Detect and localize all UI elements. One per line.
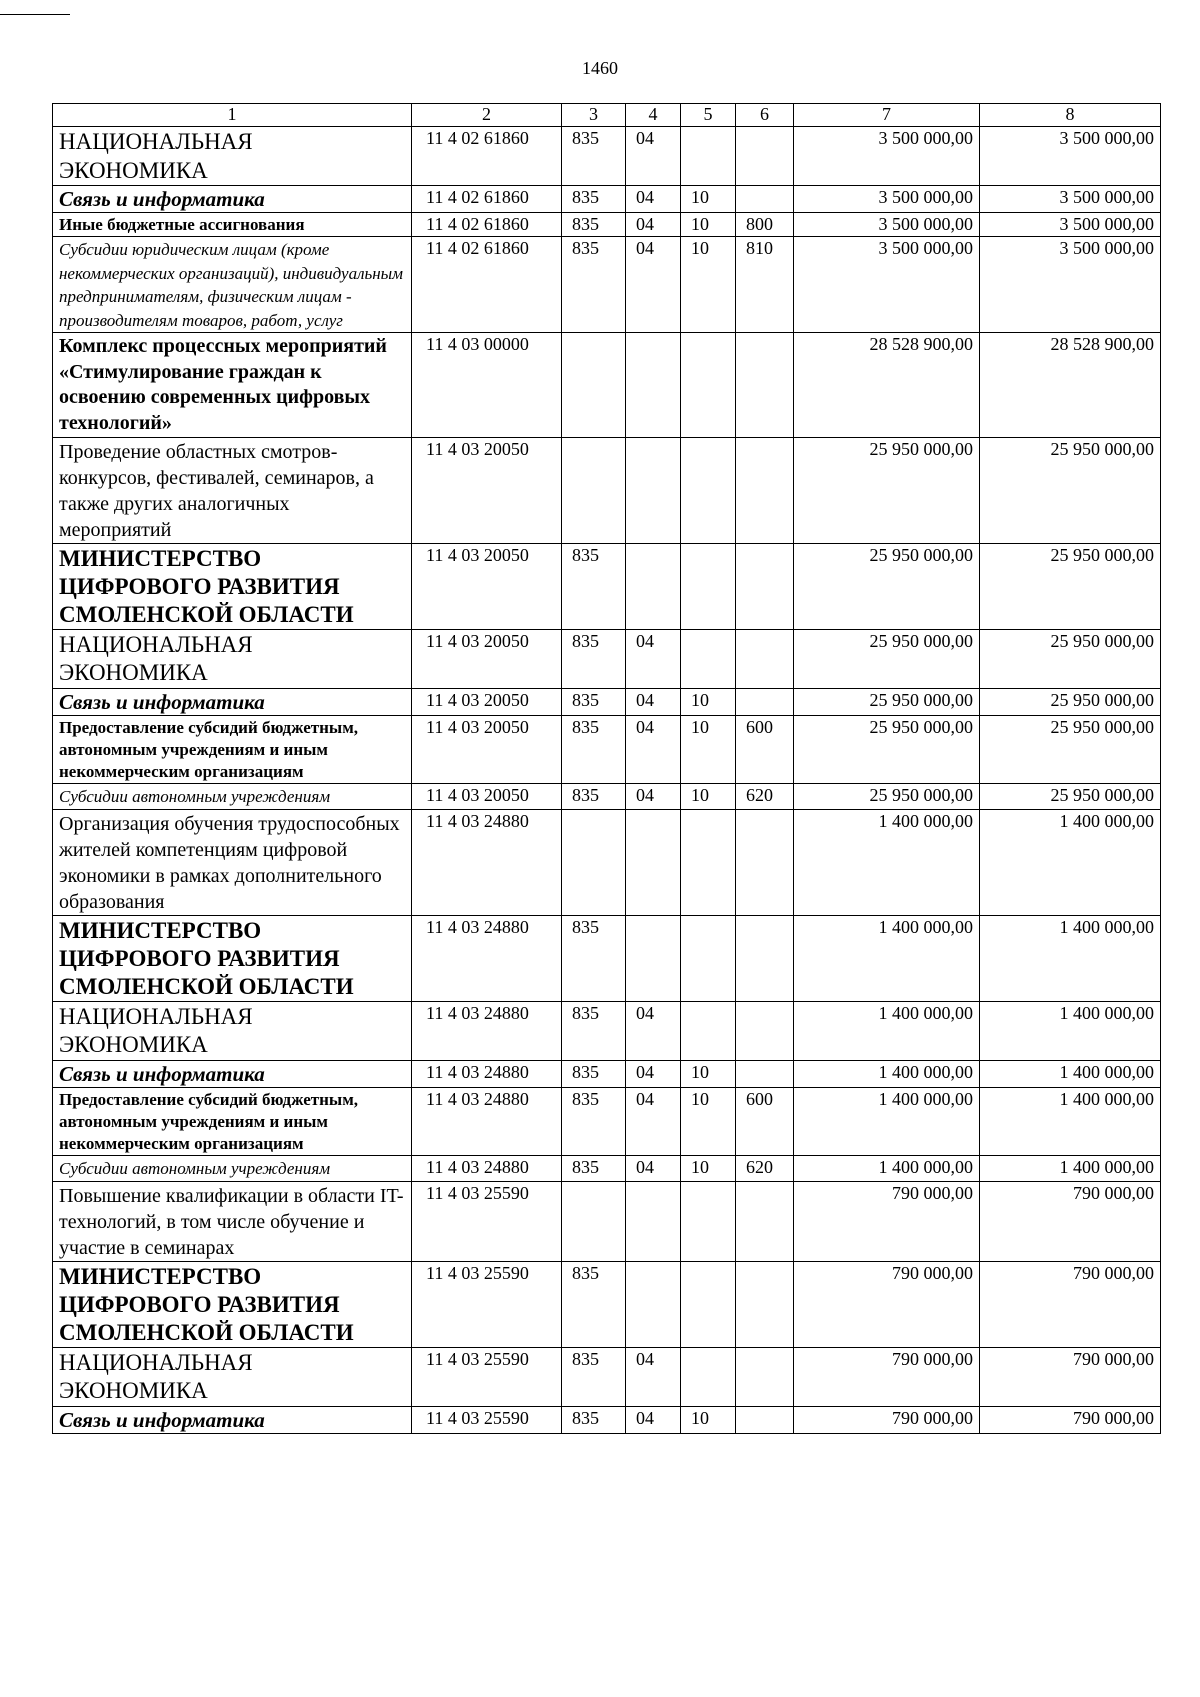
- row-expense-type-cell: 600: [736, 715, 794, 783]
- row-amount-year1-cell: 790 000,00: [794, 1347, 980, 1406]
- header-col-2: 2: [412, 104, 562, 127]
- header-col-3: 3: [562, 104, 626, 127]
- row-chapter-cell: 835: [562, 213, 626, 237]
- row-subsection-cell: [681, 543, 736, 629]
- table-row: [53, 1087, 1161, 1155]
- row-section-cell: 04: [626, 127, 681, 186]
- row-code-cell: 11 4 03 24880: [412, 1156, 562, 1181]
- row-name-cell: Комплекс процессных мероприятий «Стимулирование граждан к освоению современных цифровых технологий»: [53, 333, 412, 437]
- row-subsection-cell: 10: [681, 715, 736, 783]
- row-amount-year1-cell: 3 500 000,00: [794, 186, 980, 213]
- row-name-cell: Субсидии автономным учреждениям: [53, 1156, 412, 1181]
- row-section-cell: [626, 1261, 681, 1347]
- header-col-8: 8: [980, 104, 1161, 127]
- row-chapter-cell: 835: [562, 237, 626, 333]
- row-subsection-cell: 10: [681, 688, 736, 715]
- table-header-row: [53, 104, 1161, 127]
- row-chapter-cell: [562, 809, 626, 915]
- row-amount-year1-cell: 3 500 000,00: [794, 213, 980, 237]
- row-amount-year1-cell: 1 400 000,00: [794, 1060, 980, 1087]
- row-chapter-cell: 835: [562, 543, 626, 629]
- table-row: [53, 688, 1161, 715]
- row-amount-year1-cell: 1 400 000,00: [794, 809, 980, 915]
- header-col-6: 6: [736, 104, 794, 127]
- row-chapter-cell: 835: [562, 1087, 626, 1155]
- row-amount-year1-cell: 790 000,00: [794, 1261, 980, 1347]
- row-subsection-cell: 10: [681, 1406, 736, 1433]
- table-row: [53, 213, 1161, 237]
- row-expense-type-cell: [736, 1181, 794, 1261]
- row-amount-year1-cell: 25 950 000,00: [794, 629, 980, 688]
- row-amount-year2-cell: 25 950 000,00: [980, 688, 1161, 715]
- row-subsection-cell: 10: [681, 784, 736, 809]
- table-row: [53, 543, 1161, 629]
- row-chapter-cell: 835: [562, 715, 626, 783]
- row-section-cell: 04: [626, 1406, 681, 1433]
- table-row: [53, 629, 1161, 688]
- row-name-cell: Иные бюджетные ассигнования: [53, 213, 412, 237]
- row-name-cell: НАЦИОНАЛЬНАЯ ЭКОНОМИКА: [53, 127, 412, 186]
- table-row: [53, 715, 1161, 783]
- row-amount-year1-cell: 3 500 000,00: [794, 127, 980, 186]
- row-code-cell: 11 4 02 61860: [412, 237, 562, 333]
- row-expense-type-cell: [736, 333, 794, 437]
- row-subsection-cell: [681, 629, 736, 688]
- row-subsection-cell: 10: [681, 1087, 736, 1155]
- row-name-cell: Связь и информатика: [53, 688, 412, 715]
- row-name-cell: Связь и информатика: [53, 1060, 412, 1087]
- row-chapter-cell: [562, 1181, 626, 1261]
- scan-edge-line: [0, 14, 70, 15]
- row-subsection-cell: 10: [681, 186, 736, 213]
- row-amount-year2-cell: 3 500 000,00: [980, 186, 1161, 213]
- row-amount-year1-cell: 28 528 900,00: [794, 333, 980, 437]
- row-name-cell: Организация обучения трудоспособных жителей компетенциям цифровой экономики в рамках дополнительного образования: [53, 809, 412, 915]
- row-chapter-cell: 835: [562, 1347, 626, 1406]
- row-code-cell: 11 4 03 24880: [412, 1060, 562, 1087]
- row-section-cell: [626, 915, 681, 1001]
- row-subsection-cell: 10: [681, 1156, 736, 1181]
- row-chapter-cell: [562, 437, 626, 543]
- row-name-cell: Предоставление субсидий бюджетным, автономным учреждениям и иным некоммерческим организациям: [53, 1087, 412, 1155]
- row-amount-year2-cell: 28 528 900,00: [980, 333, 1161, 437]
- row-code-cell: 11 4 02 61860: [412, 213, 562, 237]
- row-expense-type-cell: [736, 1001, 794, 1060]
- row-expense-type-cell: [736, 1060, 794, 1087]
- row-code-cell: 11 4 03 25590: [412, 1261, 562, 1347]
- row-amount-year1-cell: 25 950 000,00: [794, 715, 980, 783]
- row-amount-year2-cell: 1 400 000,00: [980, 1087, 1161, 1155]
- table-row: [53, 237, 1161, 333]
- row-section-cell: 04: [626, 237, 681, 333]
- table-row: [53, 915, 1161, 1001]
- row-name-cell: Повышение квалификации в области IT-технологий, в том числе обучение и участие в семинарах: [53, 1181, 412, 1261]
- row-section-cell: 04: [626, 213, 681, 237]
- row-expense-type-cell: 800: [736, 213, 794, 237]
- budget-table: [52, 103, 1161, 1434]
- row-name-cell: МИНИСТЕРСТВО ЦИФРОВОГО РАЗВИТИЯ СМОЛЕНСКОЙ ОБЛАСТИ: [53, 1261, 412, 1347]
- row-expense-type-cell: [736, 1406, 794, 1433]
- row-subsection-cell: [681, 1347, 736, 1406]
- table-row: [53, 1156, 1161, 1181]
- table-row: [53, 809, 1161, 915]
- row-name-cell: Предоставление субсидий бюджетным, автономным учреждениям и иным некоммерческим организациям: [53, 715, 412, 783]
- row-amount-year2-cell: 790 000,00: [980, 1181, 1161, 1261]
- row-subsection-cell: 10: [681, 237, 736, 333]
- table-row: [53, 1001, 1161, 1060]
- header-col-4: 4: [626, 104, 681, 127]
- row-amount-year1-cell: 25 950 000,00: [794, 437, 980, 543]
- row-subsection-cell: [681, 1001, 736, 1060]
- row-chapter-cell: 835: [562, 784, 626, 809]
- header-col-7: 7: [794, 104, 980, 127]
- row-amount-year1-cell: 25 950 000,00: [794, 543, 980, 629]
- row-chapter-cell: 835: [562, 688, 626, 715]
- row-amount-year1-cell: 790 000,00: [794, 1406, 980, 1433]
- row-code-cell: 11 4 03 25590: [412, 1406, 562, 1433]
- row-chapter-cell: 835: [562, 1261, 626, 1347]
- row-amount-year2-cell: 25 950 000,00: [980, 629, 1161, 688]
- table-row: [53, 437, 1161, 543]
- page-number: 1460: [582, 58, 618, 78]
- row-code-cell: 11 4 02 61860: [412, 127, 562, 186]
- row-name-cell: МИНИСТЕРСТВО ЦИФРОВОГО РАЗВИТИЯ СМОЛЕНСКОЙ ОБЛАСТИ: [53, 915, 412, 1001]
- row-amount-year2-cell: 1 400 000,00: [980, 1001, 1161, 1060]
- row-amount-year2-cell: 1 400 000,00: [980, 809, 1161, 915]
- row-amount-year2-cell: 1 400 000,00: [980, 915, 1161, 1001]
- row-expense-type-cell: [736, 1347, 794, 1406]
- row-chapter-cell: 835: [562, 186, 626, 213]
- row-section-cell: 04: [626, 186, 681, 213]
- row-chapter-cell: 835: [562, 629, 626, 688]
- row-expense-type-cell: [736, 437, 794, 543]
- row-chapter-cell: 835: [562, 1060, 626, 1087]
- row-amount-year1-cell: 1 400 000,00: [794, 1156, 980, 1181]
- table-row: [53, 186, 1161, 213]
- row-expense-type-cell: [736, 629, 794, 688]
- row-amount-year1-cell: 1 400 000,00: [794, 1001, 980, 1060]
- row-expense-type-cell: [736, 1261, 794, 1347]
- row-section-cell: 04: [626, 1060, 681, 1087]
- row-amount-year1-cell: 3 500 000,00: [794, 237, 980, 333]
- row-code-cell: 11 4 03 24880: [412, 1001, 562, 1060]
- row-name-cell: Субсидии автономным учреждениям: [53, 784, 412, 809]
- row-section-cell: [626, 333, 681, 437]
- header-col-1: 1: [53, 104, 412, 127]
- budget-table-container: [52, 103, 1160, 1434]
- row-section-cell: 04: [626, 784, 681, 809]
- row-amount-year2-cell: 790 000,00: [980, 1406, 1161, 1433]
- row-section-cell: [626, 1181, 681, 1261]
- row-chapter-cell: 835: [562, 915, 626, 1001]
- row-name-cell: МИНИСТЕРСТВО ЦИФРОВОГО РАЗВИТИЯ СМОЛЕНСКОЙ ОБЛАСТИ: [53, 543, 412, 629]
- row-expense-type-cell: [736, 915, 794, 1001]
- row-code-cell: 11 4 03 25590: [412, 1181, 562, 1261]
- row-code-cell: 11 4 03 25590: [412, 1347, 562, 1406]
- row-section-cell: 04: [626, 1156, 681, 1181]
- row-amount-year1-cell: 25 950 000,00: [794, 784, 980, 809]
- row-expense-type-cell: [736, 809, 794, 915]
- row-amount-year1-cell: 25 950 000,00: [794, 688, 980, 715]
- row-subsection-cell: [681, 1261, 736, 1347]
- row-amount-year2-cell: 790 000,00: [980, 1347, 1161, 1406]
- row-amount-year2-cell: 25 950 000,00: [980, 437, 1161, 543]
- row-name-cell: Проведение областных смотров-конкурсов, фестивалей, семинаров, а также других аналогичных мероприятий: [53, 437, 412, 543]
- row-subsection-cell: [681, 127, 736, 186]
- row-chapter-cell: 835: [562, 1406, 626, 1433]
- row-subsection-cell: 10: [681, 1060, 736, 1087]
- table-row: [53, 1181, 1161, 1261]
- row-amount-year2-cell: 3 500 000,00: [980, 127, 1161, 186]
- row-code-cell: 11 4 03 20050: [412, 784, 562, 809]
- row-section-cell: 04: [626, 1347, 681, 1406]
- row-expense-type-cell: [736, 543, 794, 629]
- table-row: [53, 784, 1161, 809]
- row-amount-year2-cell: 1 400 000,00: [980, 1156, 1161, 1181]
- row-name-cell: Связь и информатика: [53, 1406, 412, 1433]
- row-expense-type-cell: 600: [736, 1087, 794, 1155]
- row-code-cell: 11 4 03 24880: [412, 1087, 562, 1155]
- row-expense-type-cell: 620: [736, 784, 794, 809]
- row-code-cell: 11 4 03 20050: [412, 688, 562, 715]
- row-subsection-cell: [681, 809, 736, 915]
- row-amount-year1-cell: 790 000,00: [794, 1181, 980, 1261]
- row-code-cell: 11 4 03 20050: [412, 437, 562, 543]
- row-expense-type-cell: [736, 127, 794, 186]
- header-col-5: 5: [681, 104, 736, 127]
- row-subsection-cell: [681, 333, 736, 437]
- row-subsection-cell: 10: [681, 213, 736, 237]
- row-amount-year2-cell: 25 950 000,00: [980, 784, 1161, 809]
- row-code-cell: 11 4 03 24880: [412, 915, 562, 1001]
- row-subsection-cell: [681, 915, 736, 1001]
- row-section-cell: 04: [626, 629, 681, 688]
- row-chapter-cell: 835: [562, 127, 626, 186]
- row-name-cell: НАЦИОНАЛЬНАЯ ЭКОНОМИКА: [53, 1347, 412, 1406]
- row-code-cell: 11 4 03 20050: [412, 715, 562, 783]
- row-expense-type-cell: [736, 186, 794, 213]
- row-amount-year2-cell: 3 500 000,00: [980, 213, 1161, 237]
- row-amount-year2-cell: 1 400 000,00: [980, 1060, 1161, 1087]
- table-row: [53, 1261, 1161, 1347]
- table-row: [53, 333, 1161, 437]
- row-amount-year2-cell: 790 000,00: [980, 1261, 1161, 1347]
- row-chapter-cell: 835: [562, 1001, 626, 1060]
- row-section-cell: 04: [626, 688, 681, 715]
- row-amount-year1-cell: 1 400 000,00: [794, 1087, 980, 1155]
- row-code-cell: 11 4 03 24880: [412, 809, 562, 915]
- row-amount-year2-cell: 3 500 000,00: [980, 237, 1161, 333]
- row-subsection-cell: [681, 437, 736, 543]
- row-expense-type-cell: 620: [736, 1156, 794, 1181]
- row-code-cell: 11 4 02 61860: [412, 186, 562, 213]
- row-section-cell: 04: [626, 715, 681, 783]
- row-code-cell: 11 4 03 00000: [412, 333, 562, 437]
- table-row: [53, 127, 1161, 186]
- table-row: [53, 1347, 1161, 1406]
- row-amount-year1-cell: 1 400 000,00: [794, 915, 980, 1001]
- row-name-cell: НАЦИОНАЛЬНАЯ ЭКОНОМИКА: [53, 629, 412, 688]
- row-name-cell: Субсидии юридическим лицам (кроме некоммерческих организаций), индивидуальным предпринимателям, физическим лицам - производителям товаров, работ, услуг: [53, 237, 412, 333]
- row-section-cell: [626, 809, 681, 915]
- table-row: [53, 1060, 1161, 1087]
- row-section-cell: 04: [626, 1087, 681, 1155]
- table-row: [53, 1406, 1161, 1433]
- row-name-cell: НАЦИОНАЛЬНАЯ ЭКОНОМИКА: [53, 1001, 412, 1060]
- row-expense-type-cell: [736, 688, 794, 715]
- table-body: [53, 127, 1161, 1434]
- row-amount-year2-cell: 25 950 000,00: [980, 543, 1161, 629]
- row-code-cell: 11 4 03 20050: [412, 629, 562, 688]
- row-code-cell: 11 4 03 20050: [412, 543, 562, 629]
- row-chapter-cell: [562, 333, 626, 437]
- row-expense-type-cell: 810: [736, 237, 794, 333]
- row-chapter-cell: 835: [562, 1156, 626, 1181]
- row-subsection-cell: [681, 1181, 736, 1261]
- row-name-cell: Связь и информатика: [53, 186, 412, 213]
- row-section-cell: [626, 437, 681, 543]
- row-section-cell: [626, 543, 681, 629]
- row-amount-year2-cell: 25 950 000,00: [980, 715, 1161, 783]
- row-section-cell: 04: [626, 1001, 681, 1060]
